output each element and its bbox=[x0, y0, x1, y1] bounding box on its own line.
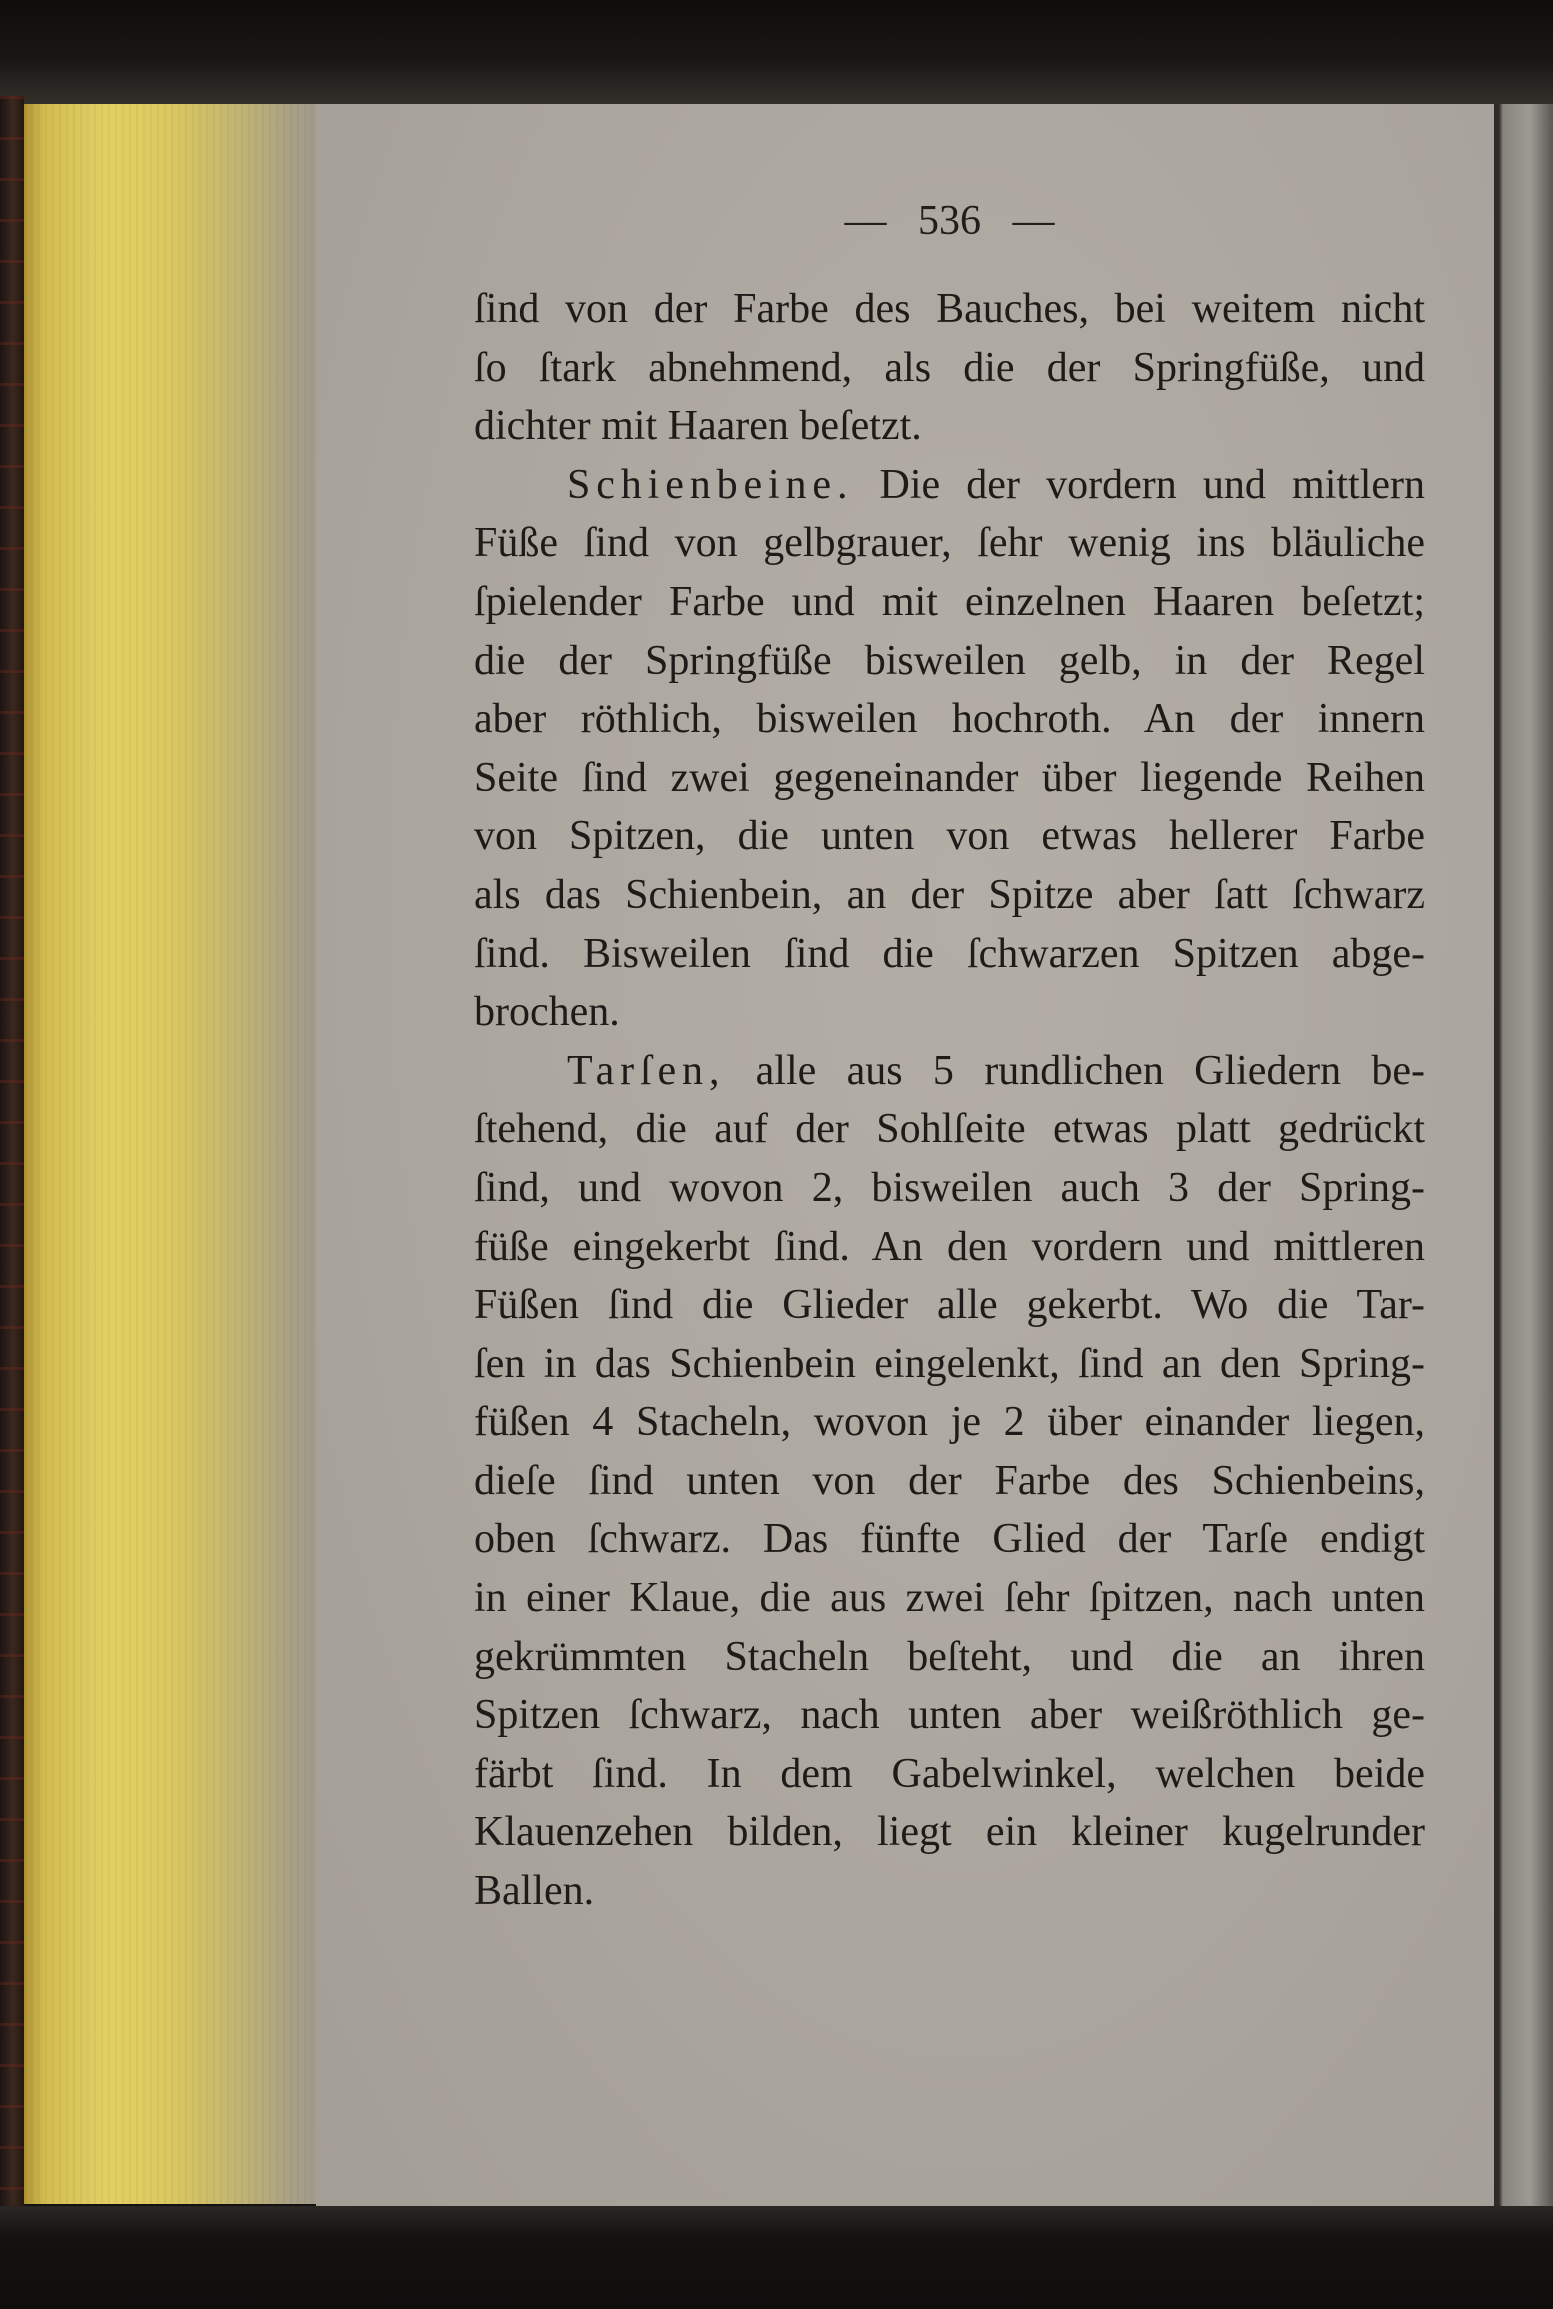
text-line: füßen 4 Stacheln, wovon je 2 über einander liegen, bbox=[474, 1399, 1425, 1446]
text-line: in einer Klaue, die aus zwei ſehr ſpitzen, nach unten bbox=[474, 1575, 1425, 1622]
scan-background-bottom bbox=[0, 2206, 1553, 2309]
line-text: alle aus 5 rundlichen Gliedern be- bbox=[755, 1047, 1426, 1094]
text-line: die der Springfüße bisweilen gelb, in der Regel bbox=[474, 637, 1425, 684]
text-line: ſpielender Farbe und mit einzelnen Haaren beſetzt; bbox=[474, 578, 1425, 625]
text-line: Füßen ſind die Glieder alle gekerbt. Wo die Tar- bbox=[474, 1282, 1425, 1329]
paragraph bbox=[474, 456, 1425, 1042]
text-line: ſen in das Schienbein eingelenkt, ſind an den Spring- bbox=[474, 1340, 1425, 1387]
paragraph bbox=[474, 280, 1425, 456]
text-line: Füße ſind von gelbgrauer, ſehr wenig ins bläuliche bbox=[474, 520, 1425, 567]
text-line: aber röthlich, bisweilen hochroth. An der innern bbox=[474, 696, 1425, 743]
text-line: dieſe ſind unten von der Farbe des Schienbeins, bbox=[474, 1457, 1425, 1504]
text-line: gekrümmten Stacheln beſteht, und die an ihren bbox=[474, 1633, 1425, 1680]
text-line: von Spitzen, die unten von etwas hellerer Farbe bbox=[474, 813, 1425, 860]
text-line: ſind von der Farbe des Bauches, bei weitem nicht bbox=[474, 286, 1425, 332]
text-line: Seite ſind zwei gegeneinander über liegende Reihen bbox=[474, 754, 1425, 801]
text-line: ſo ſtark abnehmend, als die der Springfüße, und bbox=[474, 344, 1425, 391]
text-line: ſind, und wovon 2, bisweilen auch 3 der Spring- bbox=[474, 1164, 1425, 1211]
text-line: ſtehend, die auf der Sohlſeite etwas platt gedrückt bbox=[474, 1106, 1425, 1153]
text-line: färbt ſind. In dem Gabelwinkel, welchen beide bbox=[474, 1750, 1425, 1797]
emphasized-term: Schienbeine. bbox=[567, 461, 854, 508]
page-block-edge bbox=[24, 104, 320, 2204]
text-line: als das Schienbein, an der Spitze aber ſatt ſchwarz bbox=[474, 871, 1425, 918]
book-cover-edge bbox=[0, 96, 24, 2208]
text-line: füße eingekerbt ſind. An den vordern und mittleren bbox=[474, 1223, 1425, 1270]
text-line: Klauenzehen bilden, liegt ein kleiner kugelrunder bbox=[474, 1809, 1425, 1856]
text-line: dichter mit Haaren beſetzt. bbox=[474, 403, 922, 450]
text-line: brochen. bbox=[474, 989, 620, 1036]
page-number: — 536 — bbox=[844, 198, 1055, 244]
text-line bbox=[474, 1042, 1425, 1101]
text-line: oben ſchwarz. Das fünfte Glied der Tarſe endigt bbox=[474, 1516, 1425, 1563]
text-line bbox=[474, 456, 1425, 515]
facing-page-edge bbox=[1494, 104, 1553, 2206]
text-line: ſind. Bisweilen ſind die ſchwarzen Spitzen abge- bbox=[474, 930, 1425, 977]
emphasized-term: Tarſen, bbox=[567, 1047, 726, 1094]
text-line: Ballen. bbox=[474, 1868, 595, 1915]
scan-background-top bbox=[0, 0, 1553, 108]
page-body bbox=[474, 280, 1425, 1921]
paragraph bbox=[474, 1042, 1425, 1921]
text-line: Spitzen ſchwarz, nach unten aber weißröthlich ge- bbox=[474, 1692, 1425, 1739]
line-text: Die der vordern und mittlern bbox=[879, 461, 1426, 508]
